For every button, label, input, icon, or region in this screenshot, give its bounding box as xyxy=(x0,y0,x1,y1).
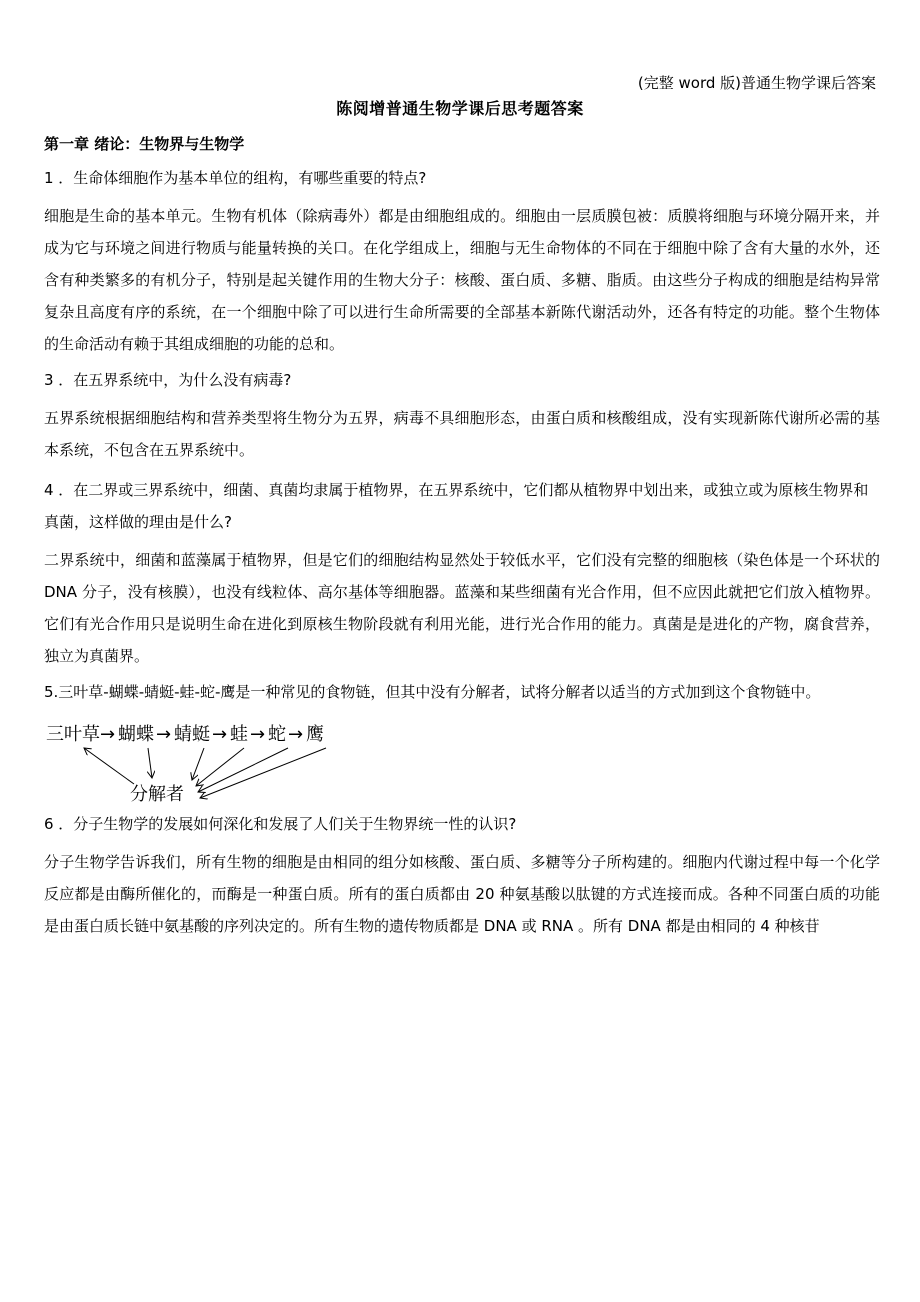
answer-3: 五界系统根据细胞结构和营养类型将生物分为五界，病毒不具细胞形态，由蛋白质和核酸组成，没有实现新陈代谢所必需的基本系统，不包含在五界系统中。 xyxy=(44,409,880,459)
arrow-decomposer-to-clover xyxy=(84,748,134,784)
answer-6: 分子生物学告诉我们，所有生物的细胞是由相同的组分如核酸、蛋白质、多糖等分子所构建的。细胞内代谢过程中每一个化学反应都是由酶所催化的，而酶是一种蛋白质。所有的蛋白质都由 20 种氨基酸以肽键的方式连接而成。各种不同蛋白质的功能是由蛋白质长链中氨基酸的序列决定的。所有生物的遗传物质都是 DNA 或 RNA 。所有 DNA 都是由相同的 4 种核苷 xyxy=(44,853,880,935)
question-1: 1 ．生命体细胞作为基本单位的组构，有哪些重要的特点? xyxy=(44,169,427,187)
food-chain-diagram xyxy=(44,714,404,806)
chain-arrow-3: → xyxy=(250,724,266,745)
question-4: 4 ．在二界或三界系统中，细菌、真菌均隶属于植物界，在五界系统中，它们都从植物界中划出来，或独立或为原核生物界和真菌，这样做的理由是什么? xyxy=(44,481,869,531)
question-6: 6 ．分子生物学的发展如何深化和发展了人们关于生物界统一性的认识? xyxy=(44,815,517,833)
chain-organism-5: 鹰 xyxy=(306,724,324,745)
chain-arrow-2: → xyxy=(212,724,228,745)
arrow-frog-to-decomposer xyxy=(196,748,244,786)
chain-arrow-0: → xyxy=(100,724,116,745)
arrow-butterfly-to-decomposer xyxy=(148,748,152,778)
answer-4: 二界系统中，细菌和蓝藻属于植物界，但是它们的细胞结构显然处于较低水平，它们没有完整的细胞核（染色体是一个环状的 DNA 分子，没有核膜），也没有线粒体、高尔基体等细胞器。蓝藻和某些细菌有光合作用，但不应因此就把它们放入植物界。它们有光合作用只是说明生命在进化到原核生物阶段就有利用光能，进行光合作用的能力。真菌是是进化的产物，腐食营养，独立为真菌界。 xyxy=(44,551,880,665)
chain-organism-4: 蛇 xyxy=(268,724,286,745)
chain-organism-2: 蜻蜓 xyxy=(174,724,210,745)
arrow-dragonfly-to-decomposer xyxy=(192,748,204,780)
document-body xyxy=(44,132,880,950)
chain-arrow-1: → xyxy=(156,724,172,745)
document-title: 陈阅增普通生物学课后思考题答案 xyxy=(336,99,584,118)
arrow-snake-to-decomposer xyxy=(198,748,288,792)
answer-1: 细胞是生命的基本单元。生物有机体（除病毒外）都是由细胞组成的。细胞由一层质膜包被：质膜将细胞与环境分隔开来，并成为它与环境之间进行物质与能量转换的关口。在化学组成上，细胞与无生命物体的不同在于细胞中除了含有大量的水外，还含有种类繁多的有机分子，特别是起关键作用的生物大分子：核酸、蛋白质、多糖、脂质。由这些分子构成的细胞是结构异常复杂且高度有序的系统，在一个细胞中除了可以进行生命所需要的全部基本新陈代谢活动外，还各有特定的功能。整个生物体的生命活动有赖于其组成细胞的功能的总和。 xyxy=(44,207,880,353)
question-3: 3 ．在五界系统中，为什么没有病毒? xyxy=(44,371,292,389)
chain-organism-1: 蝴蝶 xyxy=(118,724,154,745)
food-chain-svg xyxy=(44,714,404,806)
chain-organism-3: 蛙 xyxy=(230,724,248,745)
chain-arrow-4: → xyxy=(288,724,304,745)
page-header-title: (完整 word 版)普通生物学课后答案 xyxy=(637,74,876,92)
question-5: 5.三叶草-蝴蝶-蜻蜓-蛙-蛇-鹰是一种常见的食物链，但其中没有分解者，试将分解者以适当的方式加到这个食物链中。 xyxy=(44,683,821,701)
decomposer-label: 分解者 xyxy=(130,784,184,805)
chain-organism-0: 三叶草 xyxy=(46,724,100,745)
chapter-heading: 第一章 绪论：生物界与生物学 xyxy=(44,135,245,153)
arrow-eagle-to-decomposer xyxy=(200,748,326,798)
